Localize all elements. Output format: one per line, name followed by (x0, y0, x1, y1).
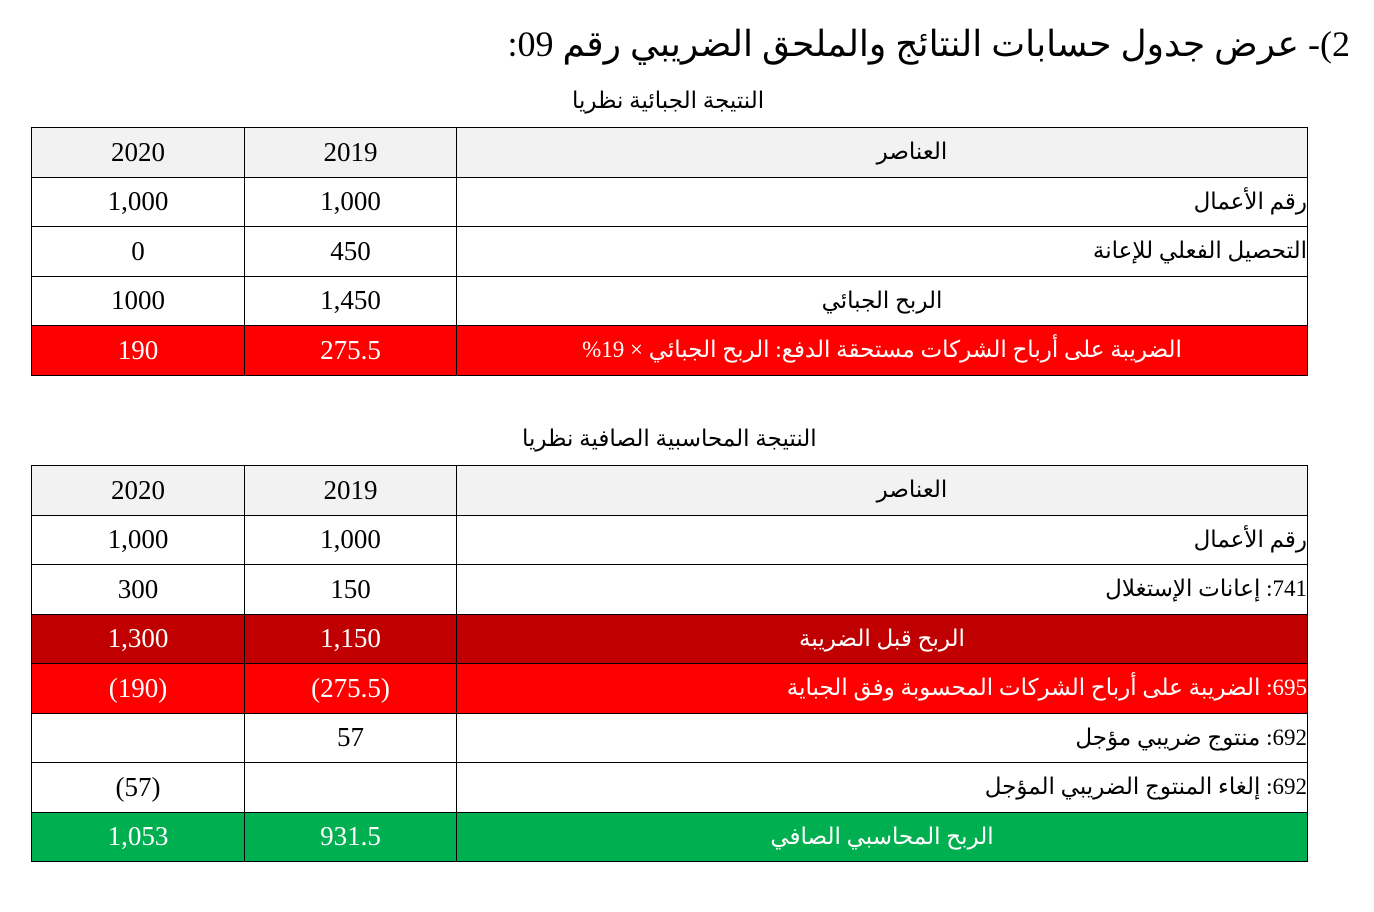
table-row (32, 565, 1308, 615)
cell-2019: 150 (245, 565, 457, 615)
column-header-2019: 2019 (245, 466, 457, 516)
cell-2020: 1,053 (32, 812, 245, 862)
cell-2019: 1,450 (245, 276, 457, 326)
column-header-2020: 2020 (32, 466, 245, 516)
accounting-table-caption: النتيجة المحاسبية الصافية نظريا (522, 426, 817, 451)
table-row (32, 276, 1308, 326)
cell-2020 (32, 713, 245, 763)
table-header-row (32, 466, 1308, 516)
table-row (32, 177, 1308, 227)
table-row (32, 227, 1308, 277)
column-header-2019: 2019 (245, 128, 457, 178)
column-header-items: العناصر (457, 466, 1308, 516)
cell-2019: 275.5 (245, 326, 457, 376)
row-label-tax-due: الضريبة على أرباح الشركات مستحقة الدفع: الربح الجبائي × 19% (457, 326, 1308, 376)
row-label-deferred-tax-reversal: 692: إلغاء المنتوج الضريبي المؤجل (457, 763, 1308, 813)
cell-2020: 1000 (32, 276, 245, 326)
cell-2019: 1,150 (245, 614, 457, 664)
cell-2019: 931.5 (245, 812, 457, 862)
table-row-profit-before-tax (32, 614, 1308, 664)
section-heading: 2)- عرض جدول حسابات النتائج والملحق الضريبي رقم 09: (507, 24, 1350, 64)
row-label-revenue: رقم الأعمال (457, 515, 1308, 565)
row-label-operating-subsidies: 741: إعانات الإستغلال (457, 565, 1308, 615)
cell-2020: 1,000 (32, 177, 245, 227)
fiscal-table-caption: النتيجة الجبائية نظريا (572, 88, 765, 113)
row-label-corporate-tax: 695: الضريبة على أرباح الشركات المحسوبة وفق الجباية (457, 664, 1308, 714)
cell-2020: 300 (32, 565, 245, 615)
cell-2020: 190 (32, 326, 245, 376)
column-header-items: العناصر (457, 128, 1308, 178)
cell-2019 (245, 763, 457, 813)
row-label-profit-before-tax: الربح قبل الضريبة (457, 614, 1308, 664)
table-row-corporate-tax (32, 664, 1308, 714)
row-label-fiscal-profit: الربح الجبائي (457, 276, 1308, 326)
row-label-deferred-tax-income: 692: منتوج ضريبي مؤجل (457, 713, 1308, 763)
cell-2020: 1,300 (32, 614, 245, 664)
cell-2019: (275.5) (245, 664, 457, 714)
table-row-tax-due (32, 326, 1308, 376)
cell-2020: 1,000 (32, 515, 245, 565)
cell-2020: (57) (32, 763, 245, 813)
fiscal-result-table (31, 127, 1308, 376)
accounting-result-table (31, 465, 1308, 862)
cell-2019: 57 (245, 713, 457, 763)
cell-2020: (190) (32, 664, 245, 714)
cell-2019: 1,000 (245, 177, 457, 227)
cell-2020: 0 (32, 227, 245, 277)
table-header-row (32, 128, 1308, 178)
table-row (32, 515, 1308, 565)
row-label-net-profit: الربح المحاسبي الصافي (457, 812, 1308, 862)
table-row (32, 763, 1308, 813)
column-header-2020: 2020 (32, 128, 245, 178)
cell-2019: 450 (245, 227, 457, 277)
table-row-net-profit (32, 812, 1308, 862)
row-label-revenue: رقم الأعمال (457, 177, 1308, 227)
row-label-subsidy-collection: التحصيل الفعلي للإعانة (457, 227, 1308, 277)
table-row (32, 713, 1308, 763)
cell-2019: 1,000 (245, 515, 457, 565)
